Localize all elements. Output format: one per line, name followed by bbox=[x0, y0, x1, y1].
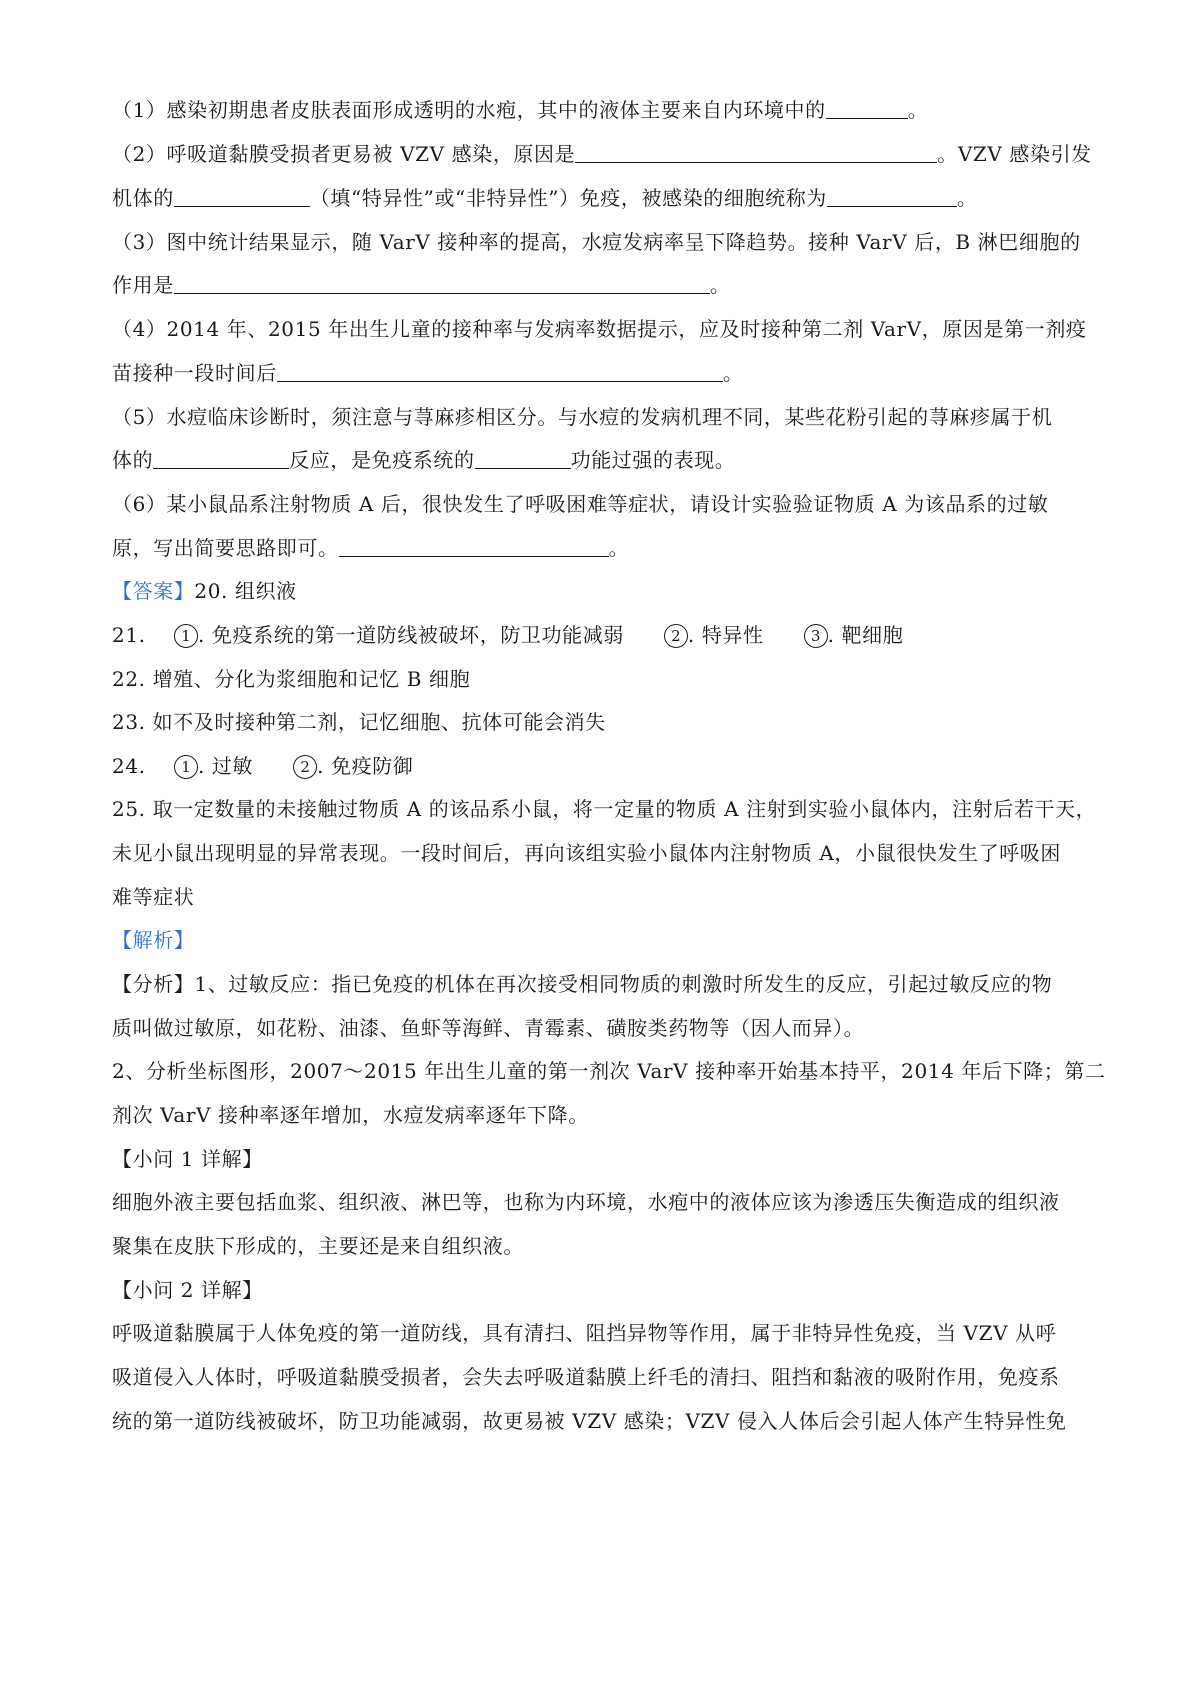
answer-24-number: 24. bbox=[112, 754, 146, 778]
answer-25-line-1: 25. 取一定数量的未接触过物质 A 的该品系小鼠，将一定量的物质 A 注射到实验小鼠体内，注射后若干天， bbox=[112, 797, 1097, 821]
question-6-text: 原，写出简要思路即可。 bbox=[112, 536, 339, 560]
question-1-text: （1）感染初期患者皮肤表面形成透明的水疱，其中的液体主要来自内环境中的 bbox=[112, 98, 826, 122]
question-4-line-2 bbox=[112, 360, 743, 386]
question-5-line-2 bbox=[112, 447, 735, 473]
analysis-line: 细胞外液主要包括血浆、组织液、淋巴等，也称为内环境，水疱中的液体应该为渗透压失衡造成的组织液 bbox=[112, 1190, 1060, 1214]
question-5-end: 功能过强的表现。 bbox=[570, 448, 736, 472]
question-6-line-1: （6）某小鼠品系注射物质 A 后，很快发生了呼吸困难等症状，请设计实验验证物质 A 为该品系的过敏 bbox=[112, 492, 1049, 516]
question-1 bbox=[112, 97, 928, 123]
analysis-line: 剂次 VarV 接种率逐年增加，水痘发病率逐年下降。 bbox=[112, 1103, 589, 1127]
answer-21-part-2: . 特异性 bbox=[687, 623, 764, 647]
analysis-tag: 【解析】 bbox=[112, 928, 195, 952]
answer-25-line-2: 未见小鼠出现明显的异常表现。一段时间后，再向该组实验小鼠体内注射物质 A，小鼠很快发生了呼吸困 bbox=[112, 841, 1061, 865]
answer-22: 22. 增殖、分化为浆细胞和记忆 B 细胞 bbox=[112, 667, 471, 691]
question-2-text-2: 机体的 bbox=[112, 186, 174, 210]
question-5-line-1: （5）水痘临床诊断时，须注意与荨麻疹相区分。与水痘的发病机理不同，某些花粉引起的荨麻疹属于机 bbox=[112, 405, 1053, 429]
answer-blank bbox=[277, 361, 723, 382]
analysis-line: 【分析】1、过敏反应：指已免疫的机体在再次接受相同物质的刺激时所发生的反应，引起过敏反应的物 bbox=[112, 972, 1053, 996]
question-6-end: 。 bbox=[608, 536, 630, 560]
sub-question-1-heading: 【小问 1 详解】 bbox=[112, 1147, 263, 1171]
question-4-end: 。 bbox=[722, 361, 744, 385]
question-3-end: 。 bbox=[709, 273, 731, 297]
question-6-line-2 bbox=[112, 535, 629, 561]
circled-number-icon: 3 bbox=[804, 624, 828, 648]
question-3-text: 作用是 bbox=[112, 273, 174, 297]
answer-blank bbox=[475, 448, 571, 469]
answer-blank bbox=[827, 186, 957, 207]
analysis-line: 呼吸道黏膜属于人体免疫的第一道防线，具有清扫、阻挡异物等作用，属于非特异性免疫，当 VZV 从呼 bbox=[112, 1321, 1057, 1345]
question-2-text-3: （填“特异性”或“非特异性”）免疫，被感染的细胞统称为 bbox=[309, 186, 827, 210]
sub-question-2-heading: 【小问 2 详解】 bbox=[112, 1278, 263, 1302]
question-5-text-2: 反应，是免疫系统的 bbox=[289, 448, 475, 472]
analysis-line: 吸道侵入人体时，呼吸道黏膜受损者，会失去呼吸道黏膜上纤毛的清扫、阻挡和黏液的吸附作用，免疫系 bbox=[112, 1365, 1060, 1389]
question-2-line-2 bbox=[112, 185, 978, 211]
circled-number-icon: 2 bbox=[293, 755, 317, 779]
answer-blank bbox=[575, 142, 937, 163]
answer-21 bbox=[112, 622, 903, 648]
answer-21-number: 21. bbox=[112, 623, 146, 647]
circled-number-icon: 1 bbox=[174, 755, 198, 779]
analysis-line: 2、分析坐标图形，2007～2015 年出生儿童的第一剂次 VarV 接种率开始基本持平，2014 年后下降；第二 bbox=[112, 1059, 1106, 1083]
answer-20-text: 20. 组织液 bbox=[194, 579, 297, 603]
question-3-line-1: （3）图中统计结果显示，随 VarV 接种率的提高，水痘发病率呈下降趋势。接种 VarV 后，B 淋巴细胞的 bbox=[112, 230, 1081, 254]
answer-23: 23. 如不及时接种第二剂，记忆细胞、抗体可能会消失 bbox=[112, 710, 606, 734]
question-3-line-2 bbox=[112, 272, 730, 298]
answer-blank bbox=[174, 186, 310, 207]
circled-number-icon: 1 bbox=[174, 624, 198, 648]
answer-blank bbox=[826, 98, 908, 119]
analysis-line: 统的第一道防线被破坏，防卫功能减弱，故更易被 VZV 感染；VZV 侵入人体后会引起人体产生特异性免 bbox=[112, 1409, 1067, 1433]
analysis-line: 聚集在皮肤下形成的，主要还是来自组织液。 bbox=[112, 1234, 524, 1258]
answer-21-part-3: . 靶细胞 bbox=[827, 623, 904, 647]
question-2-tail: 。VZV 感染引发 bbox=[937, 142, 1092, 166]
answer-blank bbox=[153, 448, 289, 469]
answer-25-line-3: 难等症状 bbox=[112, 885, 195, 909]
question-5-text: 体的 bbox=[112, 448, 154, 472]
question-4-text: 苗接种一段时间后 bbox=[112, 361, 277, 385]
question-2-end: 。 bbox=[956, 186, 978, 210]
answer-blank bbox=[174, 273, 710, 294]
answer-tag: 【答案】 bbox=[112, 579, 195, 603]
answer-blank bbox=[339, 536, 609, 557]
question-4-line-1: （4）2014 年、2015 年出生儿童的接种率与发病率数据提示，应及时接种第二剂 VarV，原因是第一剂疫 bbox=[112, 317, 1087, 341]
answer-24-part-2: . 免疫防御 bbox=[317, 754, 414, 778]
answer-20 bbox=[112, 578, 297, 604]
analysis-line: 质叫做过敏原，如花粉、油漆、鱼虾等海鲜、青霉素、磺胺类药物等（因人而异）。 bbox=[112, 1016, 865, 1040]
answer-24-part-1: . 过敏 bbox=[198, 754, 254, 778]
answer-24 bbox=[112, 753, 413, 779]
question-1-end: 。 bbox=[907, 98, 929, 122]
answer-21-part-1: . 免疫系统的第一道防线被破坏，防卫功能减弱 bbox=[198, 623, 624, 647]
question-2-text: （2）呼吸道黏膜受损者更易被 VZV 感染，原因是 bbox=[112, 142, 576, 166]
question-2-line-1 bbox=[112, 141, 1092, 167]
circled-number-icon: 2 bbox=[664, 624, 688, 648]
